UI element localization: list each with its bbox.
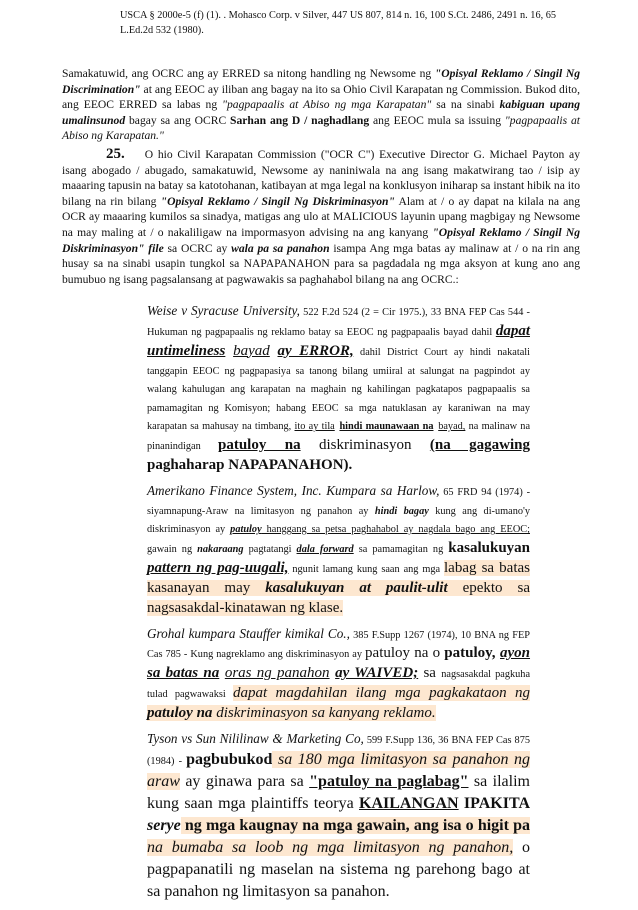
case-emphasis: hindi bagay (374, 505, 429, 517)
case-emphasis: ay ERROR, (277, 342, 354, 359)
case-emphasis: pagbubukod (186, 750, 273, 768)
highlighted-text: sa 180 mga limitasyon sa panahon ng araw (147, 750, 530, 790)
highlighted-text: dapat magdahilan ilang mga pagkakataon ng (232, 685, 530, 702)
text: sa na sinabi (431, 98, 500, 112)
case-emphasis: oras ng panahon (224, 665, 330, 682)
paragraph-number: 25. (106, 146, 125, 162)
text: bagay sa ang OCRC (125, 113, 231, 127)
case-emphasis: paghaharap NAPAPANAHON). (147, 456, 353, 473)
case-text: dahil District Court ay hindi nakatali tanggapin EEOC ng pagpapasiya sa tanong bilang umiiral at salungat na pagpindot ay walang kahulugan ang karapatan na maghain ng kahilingan pagkatapos pagpapaalis sa pamamagitan ng Komisyon; habang EEOC sa mga natuklasan ay karaniwan na may karapatan sa mahusay na timbang, (147, 346, 530, 433)
quoted-title: "Opisyal Reklamo / Singil Ng Diskriminasyon" file (62, 225, 581, 255)
highlighted-text: kasalukuyan at paulit-ulit (265, 579, 448, 596)
case-text: sa pamamagitan ng (353, 543, 449, 555)
case-citations (147, 302, 530, 910)
footnote-citation: USCA § 2000e-5 (f) (1). . Mohasco Corp. v Silver, 447 US 807, 814 n. 16, 100 S.Ct. 2486, 2491 n. 16, 65 L.Ed.2d 532 (1980). (120, 10, 557, 36)
quoted-title: "Opisyal Reklamo / Singil Ng Diskriminasyon" (160, 194, 395, 208)
highlighted-text: ng mga kaugnay na mga gawain, ang isa o higit pa (180, 816, 530, 834)
case-text: hindi maunawaan na (339, 421, 434, 433)
case-text: nagsasakdal pagkuha tulad pagwawaksi (147, 669, 531, 701)
text: isampa Ang mga batas ay malinaw at / o na rin ang husay sa na sinabi usapin tungkol sa NAPAPANAHON para sa pagdadala ng mga aksyon at kung ano ang bumubuo ng isang pagsalansang at pagwawakis sa paghahabol bilang na ang OCRC.: (62, 241, 580, 286)
case-text: sa (418, 665, 442, 682)
case-name: Tyson vs Sun Nililinaw & Marketing Co, (147, 731, 364, 747)
case-emphasis: pattern ng pag-uugali, (147, 559, 289, 576)
case-emphasis: ayon sa batas na (147, 645, 531, 682)
case-text: ay ginawa para sa (179, 772, 310, 790)
text: O hio Civil Karapatan Commission ("OCR C") Executive Director G. Michael Payton ay isang abogado / abugado, samakatuwid, Newsome ay naniniwala na ang isang makatwirang tao / isip ay maaaring tapusin na batay sa katotohanan, katibayan at mga legal na konklusyon iniharap sa instant hibik na ito bilang na rin bilang (62, 148, 580, 208)
case-emphasis: ay WAIVED; (335, 665, 419, 682)
case-text: ito ay tila (294, 421, 335, 433)
case-emphasis: dala forward (296, 543, 354, 555)
paragraph-25 (62, 147, 580, 287)
case-amerikano (147, 482, 530, 618)
case-text: na o (410, 645, 445, 662)
case-weise (147, 302, 530, 475)
paragraph-ocrc-erred (62, 66, 580, 144)
highlighted-text: diskriminasyon sa kanyang reklamo. (212, 705, 436, 722)
case-emphasis: (na gagawing (429, 436, 530, 453)
case-emphasis: nakaraang (197, 543, 244, 555)
quoted-title: "pagpapaalis at Abiso ng Karapatan." (62, 113, 580, 143)
case-emphasis: patuloy (230, 524, 262, 536)
case-emphasis: KAILANGAN (359, 794, 459, 812)
case-emphasis: kasalukuyan (448, 539, 531, 556)
case-emphasis: IPAKITA (463, 794, 530, 812)
case-text: ngunit lamang kung saan ang mga (288, 563, 444, 575)
text: Samakatuwid, ang OCRC ang ay ERRED sa nitong handling ng Newsome ng (62, 67, 435, 80)
text: sa OCRC ay (163, 241, 232, 255)
case-text: na malinaw na pinanindigan (147, 421, 531, 452)
case-emphasis: patuloy na (218, 436, 301, 453)
case-text: 385 F.Supp 1267 (1974), 10 BNA ng FEP Cas 785 - Kung nagreklamo ang diskriminasyon ay (147, 629, 530, 661)
case-emphasis: patuloy, (444, 645, 496, 662)
case-tyson (147, 730, 530, 903)
case-text: hanggang sa petsa paghahabol ay nagdala bago ang EEOC; (261, 524, 530, 536)
case-text: o pagpapanatili ng maselan na sistema ng parehong bago at sa panahon ng limitasyon sa panahon. (147, 838, 530, 900)
case-text: gawain ng (147, 543, 198, 555)
text: at ang EEOC ay iliban ang bagay na ito sa Ohio Civil Karapatan ng Commission. Bukod dito, ang EEOC ERRED sa labas ng (62, 82, 580, 112)
emphasis: wala pa sa panahon (231, 241, 330, 255)
quoted-title: "pagpapaalis at Abiso ng mga Karapatan" (222, 98, 432, 112)
text: Alam at / o ay dapat na kilala na ang OCR ay maaaring kumilos sa sinadya, matigas ang ulo at MALICIOUS layunin upang magbigay ng Newsome na may maling at / o nakaliligaw na impormasyon advising na ang kanyang (62, 194, 581, 239)
emphasis: kabiguan upang umalinsunod (62, 98, 580, 127)
case-text: sa ilalim kung saan mga plaintiffs teorya (147, 772, 530, 812)
case-emphasis: bayad (233, 342, 270, 359)
case-emphasis: serye (147, 816, 181, 834)
case-text: patuloy (365, 645, 411, 662)
case-text: 65 FRD 94 (1974) - siyamnapung-Araw na limitasyon ng panahon ay (147, 486, 530, 517)
emphasis: Sarhan ang D / naghadlang (230, 113, 370, 127)
text: ang EEOC mula sa issuing (369, 113, 505, 127)
highlighted-text: patuloy na (147, 705, 213, 722)
case-text: kung ang di-umano'y diskriminasyon ay (147, 505, 531, 536)
case-text: 599 F.Supp 136, 36 BNA FEP Cas 875 (1984) - (147, 735, 530, 767)
case-text: pagtatangi (243, 543, 297, 555)
highlighted-text: epekto sa nagsasakdal-kinatawan ng klase. (147, 579, 530, 616)
case-grohal (147, 625, 530, 724)
case-emphasis: "patuloy na paglabag" (309, 772, 469, 790)
case-name: Amerikano Finance System, Inc. Kumpara sa Harlow, (147, 482, 440, 498)
case-text: 522 F.2d 524 (2 = Cir 1975.), 33 BNA FEP Cas 544 - Hukuman ng pagpapaalis ng reklamo batay sa EEOC ng pagpapaalis bayad dahil (147, 307, 530, 338)
case-emphasis: dapat untimeliness (147, 322, 530, 359)
case-text: bayad, (438, 421, 466, 433)
highlighted-text: labag sa batas kasanayan may (147, 559, 530, 596)
case-name: Grohal kumpara Stauffer kimikal Co., (147, 625, 350, 641)
case-text: diskriminasyon (300, 436, 430, 453)
quoted-title: "Opisyal Reklamo / Singil Ng Discrimination" (62, 67, 580, 96)
case-name: Weise v Syracuse University, (147, 303, 300, 318)
highlighted-text: na bumaba sa loob ng mga limitasyon ng panahon, (147, 838, 514, 856)
